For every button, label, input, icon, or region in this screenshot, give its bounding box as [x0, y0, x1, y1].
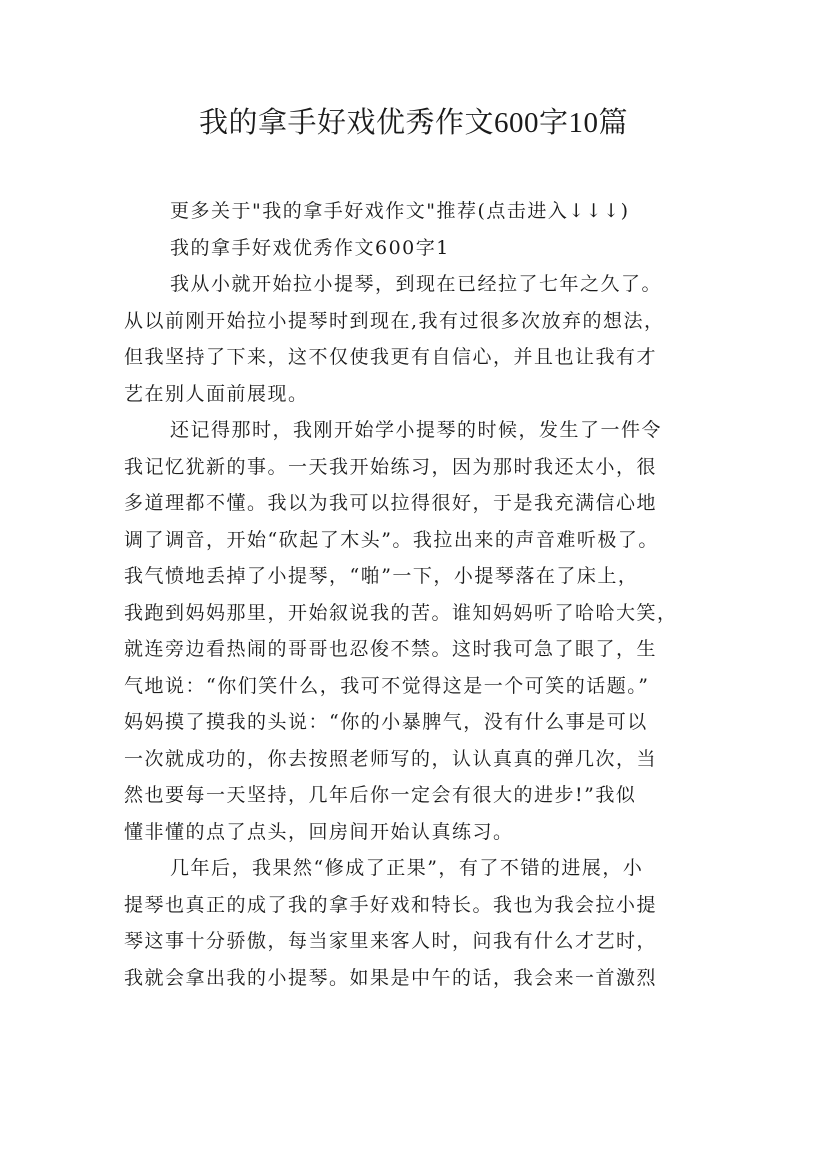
text-line: 多道理都不懂。我以为我可以拉得很好，于是我充满信心地	[124, 492, 658, 514]
text-line: 还记得那时，我刚开始学小提琴的时候，发生了一件令	[170, 419, 663, 441]
text-line: 但我坚持了下来，这不仅使我更有自信心，并且也让我有才	[124, 346, 658, 368]
text-line: 一次就成功的，你去按照老师写的，认认真真的弹几次，当	[124, 747, 658, 770]
text-line: 从以前刚开始拉小提琴时到现在,我有过很多次放弃的想法，	[124, 309, 665, 332]
text-line: 我气愤地丢掉了小提琴，“啪”一下，小提琴落在了床上，	[124, 565, 639, 587]
text-line: 调了调音，开始“砍起了木头”。我拉出来的声音难听极了。	[124, 528, 659, 551]
text-line: 然也要每一天坚持，几年后你一定会有很大的进步!”我似	[124, 784, 637, 806]
document-body	[124, 193, 714, 996]
document-title: 我的拿手好戏优秀作文600字10篇	[198, 107, 628, 139]
text-line: 气地说：“你们笑什么，我可不觉得这是一个可笑的话题。”	[124, 674, 650, 697]
text-line: 我记忆犹新的事。一天我开始练习，因为那时我还太小，很	[124, 455, 658, 478]
text-line: 我从小就开始拉小提琴，到现在已经拉了七年之久了。	[170, 273, 663, 295]
text-line: 提琴也真正的成了我的拿手好戏和特长。我也为我会拉小提	[124, 893, 658, 916]
text-line: 更多关于"我的拿手好戏作文"推荐(点击进入↓↓↓)	[170, 200, 630, 222]
text-line: 几年后，我果然“修成了正果”，有了不错的进展，小	[170, 857, 644, 879]
text-line: 我跑到妈妈那里，开始叙说我的苦。谁知妈妈听了哈哈大笑，	[124, 601, 678, 624]
text-line: 艺在别人面前展现。	[124, 382, 309, 405]
text-line: 懂非懂的点了点头，回房间开始认真练习。	[124, 820, 514, 843]
text-line: 琴这事十分骄傲，每当家里来客人时，问我有什么才艺时，	[124, 930, 658, 952]
text-line: 就连旁边看热闹的哥哥也忍俊不禁。这时我可急了眼了，生	[124, 638, 658, 660]
text-line: 我的拿手好戏优秀作文600字1	[170, 236, 450, 259]
text-line: 妈妈摸了摸我的头说：“你的小暴脾气，没有什么事是可以	[124, 711, 648, 733]
text-line: 我就会拿出我的小提琴。如果是中午的话，我会来一首激烈	[124, 966, 658, 989]
